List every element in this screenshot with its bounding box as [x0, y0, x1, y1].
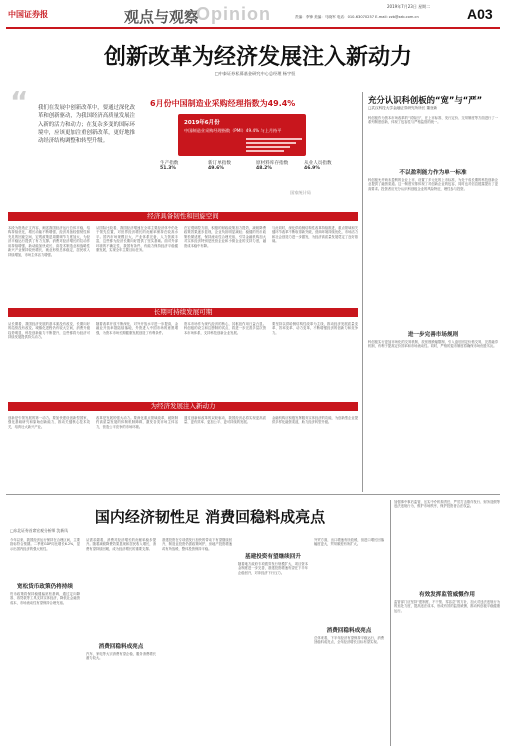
bottom-subhead-1: 宽松货币政策仍将持续 [17, 584, 73, 590]
page-number: A03 [467, 6, 493, 22]
side-article-title: 充分认识科创板的“宽”与“严” [368, 95, 483, 105]
stat-raw-inventory: 原材料库存指数 48.2% [256, 161, 289, 171]
chart-card [178, 114, 306, 156]
stat-new-orders: 新订单指数 49.6% [208, 161, 231, 171]
text-column: 加强事中事后监管，压实中介机构责任，严厉打击欺诈发行、财务造假等违法违规行为，维护市场秩序，保护投资者合法权益。 [394, 500, 500, 509]
text-column: 总体来看，下半年经济有望保持平稳运行，消费回稳料成亮点，全年经济增长目标有望实现。 [314, 636, 384, 645]
text-column: 监管部门应坚持“建制度、不干预、零容忍”的方针，加大对违法违规行为的惩处力度，提高违法成本，形成有效的监管威慑，推动科创板平稳健康运行。 [394, 600, 500, 613]
column-divider [390, 500, 391, 746]
text-column: 汽车、家电等大宗消费有望企稳，服务消费增长潜力较大。 [86, 652, 156, 661]
side-subhead-1: 不以盈利能力作为单一标准 [399, 170, 467, 176]
section-title-en: Opinion [196, 4, 271, 24]
side-article [366, 92, 500, 492]
side-subhead-3: 有效发挥监管威慑作用 [419, 592, 475, 598]
section-band-1: 经济具备韧性和回旋空间 [8, 212, 358, 221]
text-column: 从国际比较看，我国经济增速在全球主要经济体中仍处于领先位置，对世界经济增长的贡献率保持在较高水平。国内市场规模巨大，产业体系完备，人力资源丰富，这些都为经济长期向好提供了坚实基础。面对外部环境的不确定性，我国有条件、有能力保持经济平稳健康发展，实现全年主要目标任务。 [96, 226, 178, 253]
text-column: 随着改革开放不断深化，对外开放水平进一步提高，金融业开放举措陆续落地，外资进入中国市场的意愿增强，为资本市场长期健康发展创造了有利条件。 [96, 322, 178, 335]
chart-stats-row [160, 160, 350, 178]
date-info: 2019年7月23日 星期二 [387, 4, 431, 9]
text-column: 改革是发展的强大动力。要深化重点领域改革，破除制约高质量发展的体制机制障碍，激发各类市场主体活力，营造公平竞争的市场环境。 [96, 416, 178, 429]
text-column: 金融机构应积极发挥服务实体经济的功能，为创新型企业提供多样化融资渠道，助力经济转型升级。 [272, 416, 358, 425]
text-column: 要坚持以供给侧结构性改革为主线，推动经济发展质量变革、效率变革、动力变革，不断增强经济的创新力和竞争力。 [272, 322, 358, 335]
top-article-title: 创新改革为经济发展注入新动力 [103, 45, 412, 70]
chart-mini-bars [246, 138, 302, 152]
pmi-chart [140, 94, 352, 206]
horizontal-divider [6, 494, 500, 495]
side-article-byline: □武汉科技大学金融证券研究所所长 董登新 [368, 106, 438, 110]
text-column: 从长期看，我国经济发展的基本面没有改变，长期向好的趋势没有改变。城镇化进程仍有较大空间，消费升级趋势明显，科技创新能力不断提升，这些都将为经济可持续发展提供持久动力。 [8, 322, 90, 340]
chart-header: 6月份中国制造业采购经理指数为49.4% [150, 99, 296, 108]
top-article-byline: □中泰证券私募基金研究中心总经理 杨宇恒 [214, 71, 296, 76]
newspaper-logo: 中国证券报 [8, 9, 48, 19]
stat-production: 生产指数 51.3% [160, 161, 179, 171]
text-column: 科创板作为资本市场改革的“试验田”，在上市标准、发行定价、交易制度等方面进行了一系列制度创新，体现了包容性与严格监管的统一。 [368, 116, 498, 125]
section-title: 观点与观察 [124, 8, 200, 26]
text-column: 货币政策将保持稳健偏宽松基调，通过定向降准、再贷款等工具支持实体经济，降低社会融资成本，市场流动性有望保持合理充裕。 [10, 592, 80, 605]
text-column: 资本市场作为现代经济的核心，其枢纽作用日益凸显。科创板的设立和注册制的试点，将进一步完善多层次资本市场体系，支持科技创新企业发展。 [184, 322, 266, 335]
bottom-subhead-3: 基建投资有望继续回升 [245, 554, 301, 560]
section-band-3: 为经济发展注入新动力 [8, 402, 358, 411]
bottom-article-title: 国内经济韧性足 消费回稳料成亮点 [94, 508, 326, 526]
text-column: 今年以来，我国经济运行保持在合理区间，主要指标符合预期。二季度GDP同比增长6.2%，显示出国内经济的强大韧性。 [10, 538, 80, 551]
chart-inner-sub: 中国制造业采购经理指数（PMI）49.4% 与上月持平 [184, 128, 282, 133]
text-column: 创新是引领发展的第一动力。要加快建设创新型国家，强化基础研究和原始创新能力，推动关键核心技术攻关，培育壮大新兴产业。 [8, 416, 90, 429]
text-column: 本段为报纸正文内容，阐述我国经济运行总体平稳，结构持续优化，增长动能不断增强，经济具备较强韧性和充足的回旋空间，宏观政策逆周期调节力度加大，为经济平稳运行提供了有力支撑。消费对经济增长的拉动作用持续增强，新动能加快成长，高技术制造业和战略性新兴产业保持较快增长，就业形势总体稳定，居民收入持续增加，市场主体活力增强。 [8, 226, 90, 257]
text-column: 从需求端看，消费对经济增长的贡献率稳步提升。随着减税降费效果显现和居民收入增长，消费有望持续回暖，成为经济增长的重要支撑。 [86, 538, 156, 551]
masthead-rule [6, 27, 500, 29]
column-divider [362, 92, 363, 492]
pull-quote: 我们在发展中创新改革中，要通过深化改革和创新驱动，为我国经济高质量发展注入新的活力和动力；在复杂多变的国际环境中，应该更加注重创新改革，更好地推动经济结构调整和转型升级。 [38, 105, 136, 145]
editor-info: 责编：李锋 美编：马晓军 电话：010-63070257 E-mail: zzb@zzb.com.cn [295, 15, 419, 19]
text-column: 基建投资在专项债发行加快的带动下有望继续回升，制造业投资仍需政策呵护，房地产投资增速或有所放缓，整体投资保持平稳。 [162, 538, 232, 551]
text-column: 随着地方政府专项债券发行规模扩大，项目资本金制度进一步完善，基建投资增速有望在下半年企稳回升，对冲经济下行压力。 [238, 562, 308, 575]
bottom-subhead-4: 消费回稳料成亮点 [326, 628, 372, 634]
text-column: 外贸方面，出口增速有所放缓，但进口增长回落幅度更大，贸易顺差有所扩大。 [314, 538, 384, 547]
section-band-2: 长期可持续发展可期 [8, 308, 358, 317]
text-column: 与此同时，深化供给侧结构性改革持续推进，重点领域和关键环节改革不断取得新突破，营商环境持续优化，市场活力和社会创造力进一步激发，为经济高质量发展奠定了良好基础。 [272, 226, 358, 244]
masthead [0, 0, 506, 30]
side-subhead-2: 进一步完善市场规则 [407, 332, 459, 338]
side-article-continued [394, 500, 500, 746]
stat-employment: 从业人员指数 46.9% [304, 161, 332, 171]
text-column: 科创板实行更加市场化的交易机制，放宽涨跌幅限制，引入盘后固定价格交易，完善融券机制，有利于提高定价效率和市场流动性。同时，严格的退市制度将确保市场优胜劣汰。 [368, 340, 498, 349]
chart-legend: 国家统计局 [290, 190, 311, 195]
text-column: 通过创新和改革的双轮驱动，我国经济必将实现更高质量、更有效率、更加公平、更可持续的发展。 [184, 416, 266, 425]
chart-inner-title: 2019年6月份 [184, 120, 220, 126]
quote-mark-icon: “ [10, 85, 29, 118]
text-column: 科创板允许尚未盈利的企业上市，设置了多元化的上市标准，为处于成长期的科技创新企业提供了融资渠道。这一制度安排体现了对创新企业的包容，同时也对信息披露提出了更高要求。投资者应充分认识科创板企业的风险特征，理性参与投资。 [368, 178, 498, 191]
bottom-article-byline: □东北证券首席宏观分析师 沈新凤 [10, 528, 68, 533]
bottom-subhead-2: 消费回稳料成亮点 [98, 644, 144, 650]
text-column: 在宏观调控方面，积极的财政政策加力提效，减税降费政策效果逐步显现，企业负担明显减轻；稳健的货币政策松紧适度，保持流动性合理充裕，引导金融机构加大对实体经济特别是民营企业和小微企业的支持力度，融资成本稳中有降。 [184, 226, 266, 248]
